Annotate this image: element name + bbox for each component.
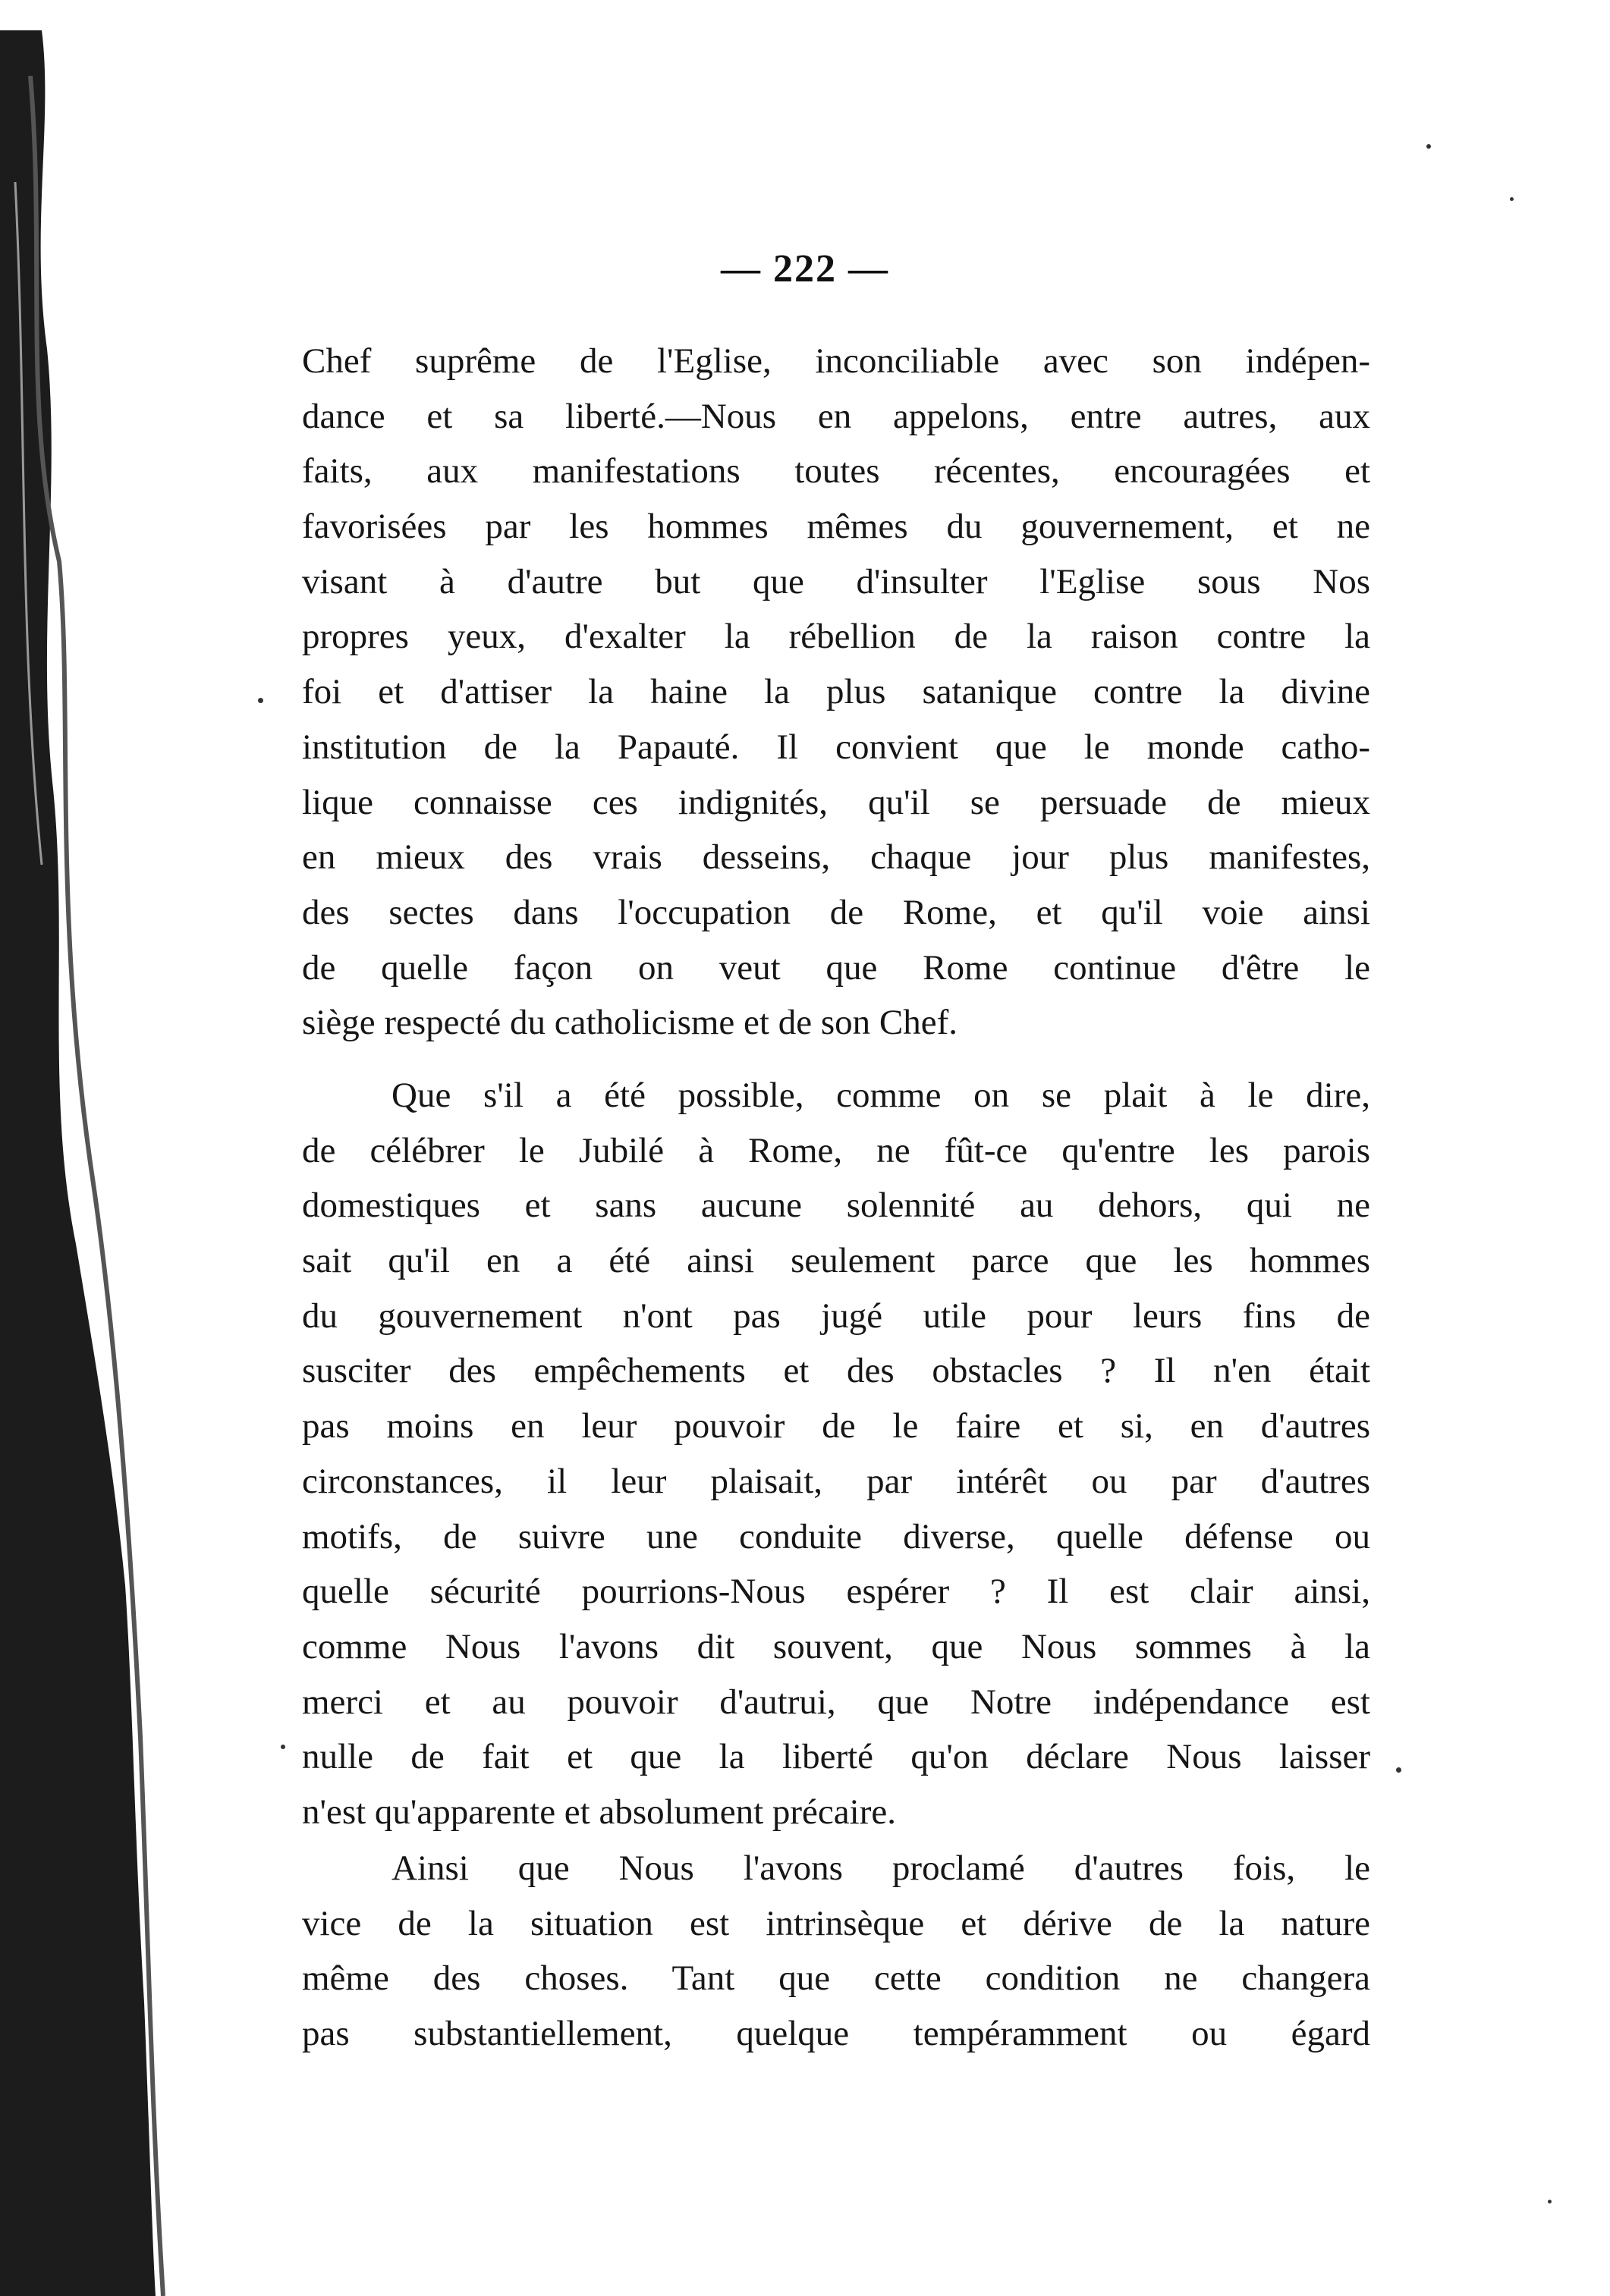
text-line: comme Nous l'avons dit souvent, que Nous sommes à la: [302, 1626, 1370, 1666]
scan-speck: [1426, 144, 1431, 149]
text-line: n'est qu'apparente et absolument précaire.: [302, 1792, 896, 1832]
text-line: de célébrer le Jubilé à Rome, ne fût-ce qu'entre les parois: [302, 1130, 1370, 1170]
text-line: pas moins en leur pouvoir de le faire et si, en d'autres: [302, 1406, 1370, 1446]
text-line: dance et sa liberté.—Nous en appelons, entre autres, aux: [302, 396, 1370, 436]
text-line: quelle sécurité pourrions-Nous espérer ? Il est clair ainsi,: [302, 1572, 1370, 1612]
text-line: susciter des empêchements et des obstacles ? Il n'en était: [302, 1351, 1370, 1391]
text-line: institution de la Papauté. Il convient que le monde catho-: [302, 727, 1370, 767]
text-line: circonstances, il leur plaisait, par intérêt ou par d'autres: [302, 1461, 1370, 1501]
text-line: propres yeux, d'exalter la rébellion de la raison contre la: [302, 617, 1370, 657]
text-line: des sectes dans l'occupation de Rome, et qu'il voie ainsi: [302, 892, 1370, 932]
text-line: Chef suprême de l'Eglise, inconciliable avec son indépen-: [302, 341, 1370, 381]
text-line: visant à d'autre but que d'insulter l'Eglise sous Nos: [302, 561, 1370, 601]
text-line: Ainsi que Nous l'avons proclamé d'autres fois, le: [391, 1848, 1370, 1888]
scan-speck: [281, 1745, 285, 1749]
text-line: sait qu'il en a été ainsi seulement parce que les hommes: [302, 1241, 1370, 1281]
text-line: de quelle façon on veut que Rome continue d'être le: [302, 947, 1370, 988]
text-line: motifs, de suivre une conduite diverse, quelle défense ou: [302, 1516, 1370, 1556]
text-line: foi et d'attiser la haine la plus satanique contre la divine: [302, 672, 1370, 712]
scan-speck: [1548, 2200, 1552, 2203]
text-line: lique connaisse ces indignités, qu'il se persuade de mieux: [302, 782, 1370, 822]
text-line: vice de la situation est intrinsèque et dérive de la nature: [302, 1903, 1370, 1943]
text-line: favorisées par les hommes mêmes du gouvernement, et ne: [302, 507, 1370, 547]
page-number: — 222 —: [721, 247, 889, 291]
text-line: faits, aux manifestations toutes récentes, encouragées et: [302, 451, 1370, 492]
paragraph-1: [302, 334, 1370, 1051]
text-line: merci et au pouvoir d'autrui, que Notre indépendance est: [302, 1682, 1370, 1722]
text-line: domestiques et sans aucune solennité au dehors, qui ne: [302, 1186, 1370, 1226]
text-line: du gouvernement n'ont pas jugé utile pour leurs fins de: [302, 1296, 1370, 1336]
scan-speck: [258, 698, 263, 703]
text-line: même des choses. Tant que cette condition ne changera: [302, 1958, 1370, 1999]
text-line: siège respecté du catholicisme et de son Chef.: [302, 1003, 958, 1043]
text-line: Que s'il a été possible, comme on se plait à le dire,: [391, 1076, 1370, 1115]
paragraph-3: [302, 1841, 1370, 2062]
paragraph-2: [302, 1068, 1370, 1840]
binding-edge-shadow: [0, 30, 197, 2296]
scan-speck: [1396, 1767, 1401, 1773]
text-line: pas substantiellement, quelque tempéramment ou égard: [302, 2014, 1370, 2054]
text-line: en mieux des vrais desseins, chaque jour plus manifestes,: [302, 837, 1370, 878]
scan-speck: [1510, 197, 1514, 201]
text-line: nulle de fait et que la liberté qu'on déclare Nous laisser: [302, 1737, 1370, 1777]
